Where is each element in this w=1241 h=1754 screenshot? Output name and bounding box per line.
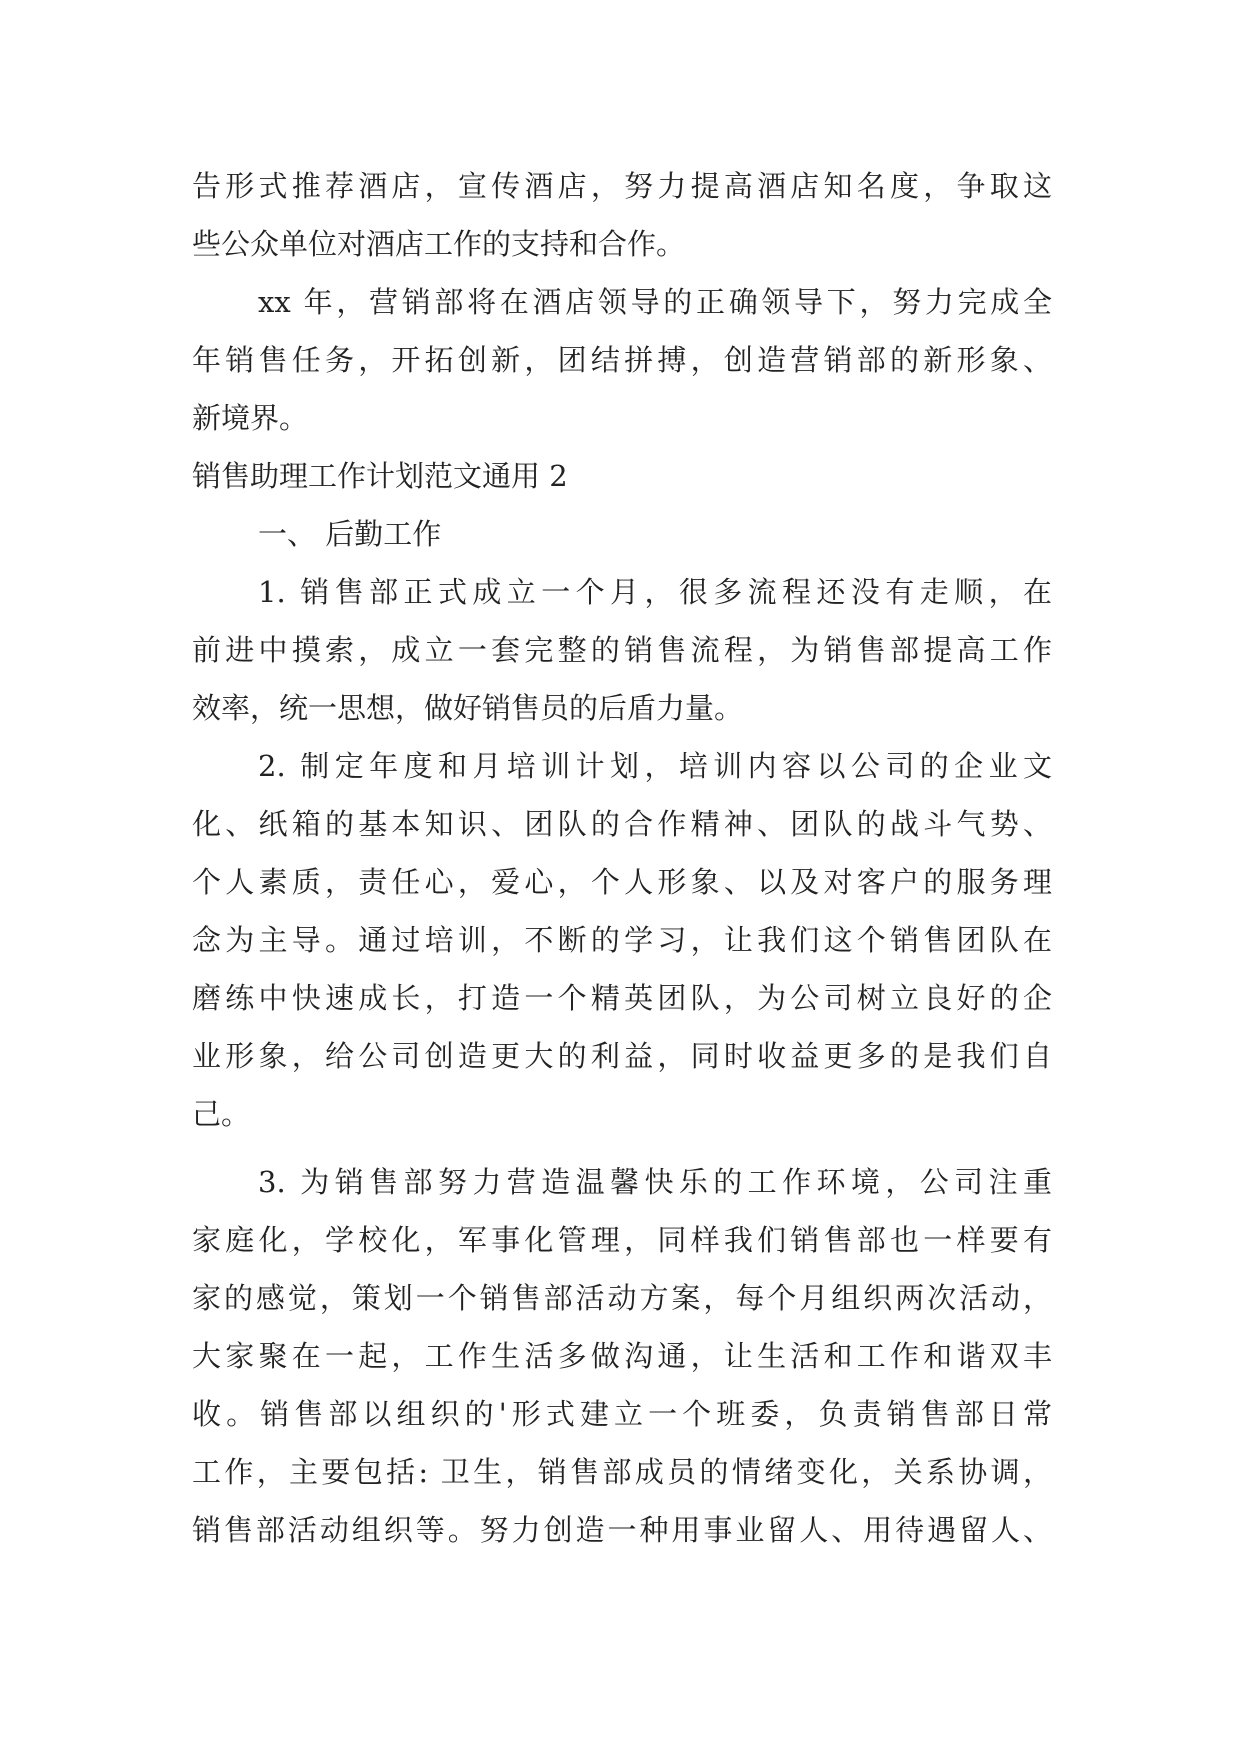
section-heading: 销售助理工作计划范文通用 2	[192, 459, 568, 493]
text-line: 告形式推荐酒店，宣传酒店，努力提高酒店知名度，争取这	[192, 169, 1052, 203]
text-line: 念为主导。通过培训，不断的学习，让我们这个销售团队在	[192, 923, 1052, 957]
subsection-heading: 一、 后勤工作	[258, 517, 442, 551]
text-line: 新境界。	[192, 401, 309, 435]
text-line: 年销售任务，开拓创新，团结拼搏，创造营销部的新形象、	[192, 343, 1052, 377]
text-line: 效率，统一思想，做好销售员的后盾力量。	[192, 691, 744, 725]
text-line: 个人素质，责任心，爱心，个人形象、以及对客户的服务理	[192, 865, 1052, 899]
text-line: 家的感觉，策划一个销售部活动方案，每个月组织两次活动，	[192, 1281, 1052, 1315]
text-line: 家庭化，学校化，军事化管理，同样我们销售部也一样要有	[192, 1223, 1052, 1257]
text-line: 己。	[192, 1097, 251, 1131]
text-line: 磨练中快速成长，打造一个精英团队，为公司树立良好的企	[192, 981, 1052, 1015]
text-line: 2. 制定年度和月培训计划，培训内容以公司的企业文	[258, 749, 1052, 783]
text-line: 收。销售部以组织的'形式建立一个班委，负责销售部日常	[192, 1397, 1052, 1431]
text-line: xx 年，营销部将在酒店领导的正确领导下，努力完成全	[258, 285, 1052, 319]
text-line: 3. 为销售部努力营造温馨快乐的工作环境，公司注重	[258, 1165, 1052, 1199]
text-line: 前进中摸索，成立一套完整的销售流程，为销售部提高工作	[192, 633, 1052, 667]
text-line: 1. 销售部正式成立一个月，很多流程还没有走顺，在	[258, 575, 1052, 609]
text-line: 化、纸箱的基本知识、团队的合作精神、团队的战斗气势、	[192, 807, 1052, 841]
text-line: 些公众单位对酒店工作的支持和合作。	[192, 227, 686, 261]
text-line: 业形象，给公司创造更大的利益，同时收益更多的是我们自	[192, 1039, 1052, 1073]
text-line: 工作，主要包括: 卫生，销售部成员的情绪变化，关系协调，	[192, 1455, 1052, 1489]
text-line: 大家聚在一起，工作生活多做沟通，让生活和工作和谐双丰	[192, 1339, 1052, 1373]
document-body	[192, 157, 1052, 1559]
text-line: 销售部活动组织等。努力创造一种用事业留人、用待遇留人、	[192, 1513, 1052, 1547]
